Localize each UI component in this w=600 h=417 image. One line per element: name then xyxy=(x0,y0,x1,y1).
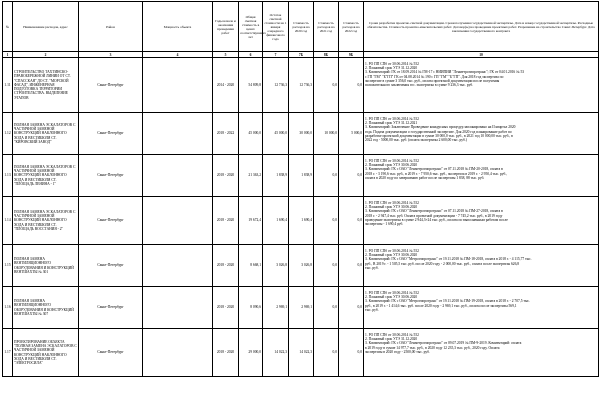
row-district: Санкт-Петербург xyxy=(79,155,143,197)
row-number: 1.15 xyxy=(3,245,13,287)
row-2022: 0,0 xyxy=(339,287,364,329)
header-remainder: Остаток сметной стоимости на 1 января очередного финансового года xyxy=(263,2,289,52)
note-line: 1. РО ПП СПб от 30.06.2014 № 552 xyxy=(365,201,419,205)
note-line: 3. Комментарий: ГК с ОАО "Метрогипротранс" от 19.11.2018 № ПМ-18-2018, оплата в 2018 г. - 4 115,77 тыс. xyxy=(365,257,532,262)
row-power xyxy=(143,329,213,377)
row-number: 1.12 xyxy=(3,113,13,155)
row-name: СТРОИТЕЛЬСТВО ТАХТИНСКО-ПРАВОБЕРЕЖНОЙ ЛИНИИ ОТ СТ. "СПАССКАЯ" ДО СТ. "МОРСКОЙ ФАСАД". ИНЖЕНЕРНАЯ ПОДГОТОВКА ТЕРРИТОРИИ СТРОИТЕЛЬСТВА. ВЫДЕЛЕНИЕ ЭТАПОВ xyxy=(13,58,79,113)
note-line: 2. Плановый срок УГЭ 30.06.2020 xyxy=(365,295,418,300)
row-number: 1.17 xyxy=(3,329,13,377)
row-total: 21 363,2 xyxy=(239,155,263,197)
row-2022: 5 000,0 xyxy=(339,113,364,155)
row-notes xyxy=(364,287,599,329)
row-power xyxy=(143,197,213,245)
header-notes: Сроки разработки проектно-сметной документации. Сроки получения государственной экспертизы. Дата и номер государственной экспертизы. Расходные обязательства. Стоимость проектно-изыскательских работ. Договор(ы) на проведение проектных работ. Разрешение на строительство Санкт-Петербург. Дата заключения государственного контракта xyxy=(364,2,599,52)
note-line: 3. Комментарий: ГК от 18.09.2014 № ГМ-17 с НИИПИИ "Ленметрогипротранс"; ГК от 04.01.2016 № 53 xyxy=(365,70,525,75)
header-row xyxy=(3,2,599,52)
row-2021: 0,0 xyxy=(314,329,339,377)
column-number: 7Б xyxy=(289,52,314,58)
row-remainder: 45 000,0 xyxy=(263,113,289,155)
row-number: 1.14 xyxy=(3,197,13,245)
row-district: Санкт-Петербург xyxy=(79,245,143,287)
row-number: 1.11 xyxy=(3,58,13,113)
row-district: Санкт-Петербург xyxy=(79,58,143,113)
row-total: 8 668,1 xyxy=(239,245,263,287)
row-2021: 0,0 xyxy=(314,155,339,197)
note-line: экспертизе в сумме 3 356,0 тыс. руб., оплата проектной документации после получения xyxy=(365,78,500,83)
row-2021: 0,0 xyxy=(314,287,339,329)
row-notes xyxy=(364,197,599,245)
header-years: Годы начала и окончания проведения работ xyxy=(213,2,239,52)
row-total: 29 000,0 xyxy=(239,329,263,377)
column-number: 9Б xyxy=(339,52,364,58)
row-notes xyxy=(364,58,599,113)
table-row xyxy=(3,113,599,155)
row-years: 2014 - 2020 xyxy=(213,58,239,113)
note-line: руб., в 2019 г. - 1 414,6 тыс. руб. после 2020 году - 2 969,1 тыс. руб., оплата после экспертизы 569,1 xyxy=(365,303,517,308)
table-row xyxy=(3,287,599,329)
row-2020: 30 000,0 xyxy=(289,113,314,155)
column-number: 3 xyxy=(79,52,143,58)
note-line: 2. Плановый срок УГЭ 30.06.2020 xyxy=(365,205,418,210)
row-2021: 0,0 xyxy=(314,58,339,113)
row-2022: 0,0 xyxy=(339,245,364,287)
row-total: 54 809,8 xyxy=(239,58,263,113)
row-power xyxy=(143,155,213,197)
row-2021: 0,0 xyxy=(314,245,339,287)
table-row xyxy=(3,155,599,197)
row-2020: 2 969,1 xyxy=(289,287,314,329)
note-line: тыс. руб. xyxy=(365,265,379,270)
row-power xyxy=(143,245,213,287)
row-2020: 1 838,9 xyxy=(289,155,314,197)
row-years: 2018 - 2020 xyxy=(213,197,239,245)
header-total: Общая сметная стоимость в ценах соответствующих лет xyxy=(239,2,263,52)
column-number: 8Б xyxy=(314,52,339,58)
note-line: 2. Плановый срок УГЭ 31.12.2021 xyxy=(365,121,418,126)
table-row xyxy=(3,245,599,287)
header-2021: Стоимость расходов на 2021 год xyxy=(314,2,339,52)
row-district: Санкт-Петербург xyxy=(79,287,143,329)
note-line: 2018 г. - 3 190,6 тыс. руб., в 2019 г. - 7 950,6 тыс. руб., экспертиза в 2019 г. - 2 950,4 тыс. руб., xyxy=(365,171,508,176)
row-notes xyxy=(364,155,599,197)
row-notes xyxy=(364,245,599,287)
note-line: 2. Плановый срок УГЭ 31.12.2020 xyxy=(365,337,418,342)
row-remainder: 12 736,3 xyxy=(263,58,289,113)
column-number: 6 xyxy=(239,52,263,58)
row-remainder: 1 838,9 xyxy=(263,155,289,197)
note-line: тыс. руб. xyxy=(365,307,379,312)
note-line: руб., В 2019 г. - 1 505,5 тыс. руб. после 2020 году - 2 000,00 тыс. руб., оплата после экспертизы 626,8 xyxy=(365,261,520,266)
row-power xyxy=(143,58,213,113)
row-total: 19 672,4 xyxy=(239,197,263,245)
header-district: Район xyxy=(79,2,143,52)
header-2022: Стоимость расходов на 2022 год xyxy=(339,2,364,52)
row-district: Санкт-Петербург xyxy=(79,329,143,377)
row-2022: 0,0 xyxy=(339,329,364,377)
note-line: 3. Комментарий: Заключение Проведение конкурсных процедур запланировано на II квартал 2020 xyxy=(365,125,516,130)
table-row xyxy=(3,197,599,245)
row-power xyxy=(143,287,213,329)
row-district: Санкт-Петербург xyxy=(79,197,143,245)
row-total: 8 090,6 xyxy=(239,287,263,329)
note-line: 2. Плановый срок УГЭ 31.12.2020 xyxy=(365,66,418,71)
row-total: 45 000,0 xyxy=(239,113,263,155)
row-number: 1.16 xyxy=(3,287,13,329)
note-line: оплата в 2020 году по завершению работ после экспертизы 1 838, 88 тыс. руб. xyxy=(365,175,485,180)
row-district: Санкт-Петербург xyxy=(79,113,143,155)
row-years: 2018 - 2022 xyxy=(213,113,239,155)
row-years: 2018 - 2020 xyxy=(213,245,239,287)
row-remainder: 14 022,3 xyxy=(263,329,289,377)
row-remainder: 2 969,1 xyxy=(263,287,289,329)
note-line: 1. РО ПП СПб от 30.06.2014 № 552 xyxy=(365,62,419,66)
row-2020: 3 026,8 xyxy=(289,245,314,287)
note-line: проведение экспертизы в сумме 2 944,3+24 тыс. руб., оплата по выполненным работам после xyxy=(365,217,508,222)
column-number: 10 xyxy=(364,52,599,58)
note-line: 3. Комментарий: ГК с ОАО "Ленметрогипротранс" от 09.07.2019 № ПМ-9-2019. Комментарий: оплата xyxy=(365,341,522,346)
note-line: 1. РО ПП СПб от 30.06.2014 № 552 xyxy=(365,159,419,163)
row-name: ПОЛНАЯ ЗАМЕНА ЭСКАЛАТОРОВ С ЧАСТИЧНОЙ ЗАМЕНОЙ КОНСТРУКЦИЙ НАКЛОННОГО ХОДА И ВЕСТИБЮЛЯ СТ. "ПЛОЩАДЬ ЛЕНИНА - 1" xyxy=(13,155,79,197)
note-line: 3. Комментарий: ГК с ОАО "Метрогипротранс" от 19.11.2018 № ПМ-19-2018, оплата в 2018 г. - 2 707,5 тыс. xyxy=(365,299,530,304)
row-2021: 10 000,0 xyxy=(314,113,339,155)
note-line: года. Подача документации о государственной экспертизе. Для 2020 год планирование работ по xyxy=(365,129,512,134)
row-notes xyxy=(364,113,599,155)
column-number: 7 xyxy=(263,52,289,58)
note-line: 2022 год - 5000,00 тыс. руб. (оплата экспертизы 2 600,00 тыс. руб.) xyxy=(365,138,467,143)
note-line: 1. РО ПП СПб от 30.06.2014 № 552 xyxy=(365,249,419,253)
note-line: 1. РО ПП СПб от 30.06.2014 № 552 xyxy=(365,333,419,337)
row-power xyxy=(143,113,213,155)
row-2022: 0,0 xyxy=(339,197,364,245)
row-name: ПОЛНАЯ ЗАМЕНА ЭСКАЛАТОРОВ С ЧАСТИЧНОЙ ЗАМЕНОЙ КОНСТРУКЦИЙ НАКЛОННОГО ХОДА И ВЕСТИБЮЛЯ СТ. "ПЛОЩАДЬ ВОССТАНИЯ - 2" xyxy=(13,197,79,245)
table-row xyxy=(3,329,599,377)
row-2020: 12 736,3 xyxy=(289,58,314,113)
row-years: 2018 - 2020 xyxy=(213,287,239,329)
note-line: разработке проектной документации в сумме 30 000,0 тыс. руб., в 2021 год 10 000,00 тыс. руб., в xyxy=(365,133,513,138)
column-number: 1 xyxy=(3,52,13,58)
row-name: ПРОЕКТИРОВАНИЕ ОБЪЕКТА "ПОЛНАЯ ЗАМЕНА ЭСКАЛАТОРОВ С ЧАСТИЧНОЙ ЗАМЕНОЙ КОНСТРУКЦИЙ НАКЛОННОГО ХОДА И ВЕСТИБЮЛЯ СТ. "ЭЛЕКТРОСИЛА" xyxy=(13,329,79,377)
note-line: 2. Плановый срок УГЭ 30.06.2020 xyxy=(365,253,418,258)
row-years: 2018 - 2020 xyxy=(213,155,239,197)
row-2021: 0,0 xyxy=(314,197,339,245)
header-num: № xyxy=(3,2,13,52)
row-remainder: 1 690,4 xyxy=(263,197,289,245)
note-line: с ГП "ГМ" "Б"ГП" ГК от 04.08.2014 № 190 с ГП "ГМ" "Б"ГП". Для 2018 год экспертиза по xyxy=(365,74,504,79)
note-line: 1. РО ПП СПб от 30.06.2014 № 552 xyxy=(365,117,419,121)
note-line: экспертизы в 2020 году - 2500,00 тыс. руб. xyxy=(365,349,430,354)
table-body xyxy=(3,58,599,377)
row-years: 2018 - 2020 xyxy=(213,329,239,377)
header-power: Мощность объекта xyxy=(143,2,213,52)
note-line: 2. Плановый срок УГЭ 30.06.2020 xyxy=(365,163,418,168)
header-name: Наименование расходов, адрес xyxy=(13,2,79,52)
note-line: экспертизы - 1 690,4 руб. xyxy=(365,222,404,227)
row-name: ПОЛНАЯ ЗАМЕНА ВЕНТИЛЯЦИОННОГО ОБОРУДОВАНИЯ И КОНСТРУКЦИЙ ВЕНТШАХТЫ № 301 xyxy=(13,245,79,287)
row-2020: 14 022,3 xyxy=(289,329,314,377)
row-2020: 1 690,4 xyxy=(289,197,314,245)
header-2020: Стоимость расходов на 2020 год xyxy=(289,2,314,52)
investment-program-table xyxy=(2,1,599,377)
note-line: положительного заключения гос. экспертизы в сумме 9 236,3 тыс. руб. xyxy=(365,83,474,88)
row-number: 1.13 xyxy=(3,155,13,197)
note-line: 3. Комментарий: ГК с ОАО "Ленметрогипротранс" от 07.11.2018 № ПМ-27-2018, оплата в xyxy=(365,209,503,214)
table-row xyxy=(3,58,599,113)
row-remainder: 3 026,8 xyxy=(263,245,289,287)
row-name: ПОЛНАЯ ЗАМЕНА ВЕНТИЛЯЦИОННОГО ОБОРУДОВАНИЯ И КОНСТРУКЦИЙ ВЕНТШАХТЫ № 307 xyxy=(13,287,79,329)
column-number: 5 xyxy=(213,52,239,58)
column-number: 2 xyxy=(13,52,79,58)
note-line: 1. РО ПП СПб от 30.06.2014 № 552 xyxy=(365,291,419,295)
note-line: 2018 г. - 2 947,4 тыс. руб. Оплата проектной документации - 7 745,2 тыс. руб., в 2019 году xyxy=(365,213,503,218)
note-line: 3. Комментарий: ГК с ОАО "Ленметрогипротранс" от 07.11.2018 № ПМ-20-2018, оплата в xyxy=(365,167,503,172)
note-line: в 2019 году в сумме 14 977,7 тыс. руб., в 2020 году 12 235,3 тыс. руб., 2020 году. Оплата xyxy=(365,345,500,350)
row-notes xyxy=(364,329,599,377)
column-number: 4 xyxy=(143,52,213,58)
row-2022: 0,0 xyxy=(339,58,364,113)
row-name: ПОЛНАЯ ЗАМЕНА ЭСКАЛАТОРОВ С ЧАСТИЧНОЙ ЗАМЕНОЙ КОНСТРУКЦИЙ НАКЛОННОГО ХОДА И ВЕСТИБЮЛЯ СТ. "КИРОВСКИЙ ЗАВОД" xyxy=(13,113,79,155)
row-2022: 0,0 xyxy=(339,155,364,197)
